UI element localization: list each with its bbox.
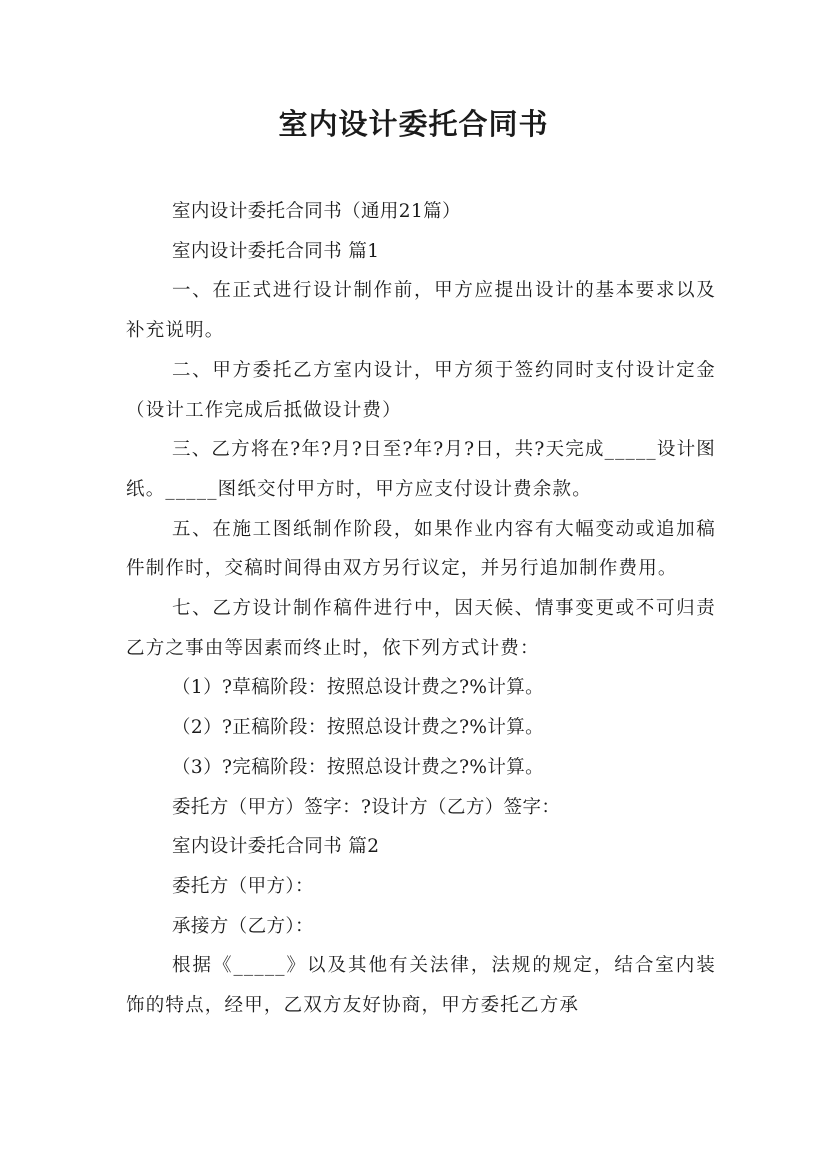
paragraph: 根据《_____》以及其他有关法律，法规的规定，结合室内装饰的特点，经甲，乙双方友好协商，甲方委托乙方承 bbox=[126, 955, 716, 1017]
section-heading-2: 室内设计委托合同书 篇2 bbox=[172, 836, 380, 858]
signature-line: 委托方（甲方）签字：?设计方（乙方）签字： bbox=[172, 796, 561, 818]
fee-item: （1）?草稿阶段：按照总设计费之?%计算。 bbox=[172, 677, 545, 699]
paragraph: 二、甲方委托乙方室内设计，甲方须于签约同时支付设计定金（设计工作完成后抵做设计费） bbox=[126, 359, 716, 421]
party-b-line: 承接方（乙方）： bbox=[172, 915, 314, 937]
paragraph-heading: 室内设计委托合同书（通用21篇） bbox=[172, 201, 461, 222]
paragraph: 五、在施工图纸制作阶段，如果作业内容有大幅变动或追加稿件制作时，交稿时间得由双方另行议定，并另行追加制作费用。 bbox=[126, 518, 716, 580]
paragraph: 三、乙方将在?年?月?日至?年?月?日，共?天完成_____设计图纸。_____图纸交付甲方时，甲方应支付设计费余款。 bbox=[126, 439, 716, 500]
section-heading-1: 室内设计委托合同书 篇1 bbox=[172, 240, 380, 262]
document-body bbox=[126, 192, 716, 1026]
paragraph: 七、乙方设计制作稿件进行中，因天候、情事变更或不可归责乙方之事由等因素而终止时，依下列方式计费： bbox=[126, 598, 716, 659]
paragraph: 一、在正式进行设计制作前，甲方应提出设计的基本要求以及补充说明。 bbox=[126, 280, 716, 342]
fee-item: （2）?正稿阶段：按照总设计费之?%计算。 bbox=[172, 717, 545, 739]
party-a-line: 委托方（甲方）： bbox=[172, 875, 314, 897]
fee-item: （3）?完稿阶段：按照总设计费之?%计算。 bbox=[172, 756, 545, 778]
document-title: 室内设计委托合同书 bbox=[278, 107, 549, 141]
